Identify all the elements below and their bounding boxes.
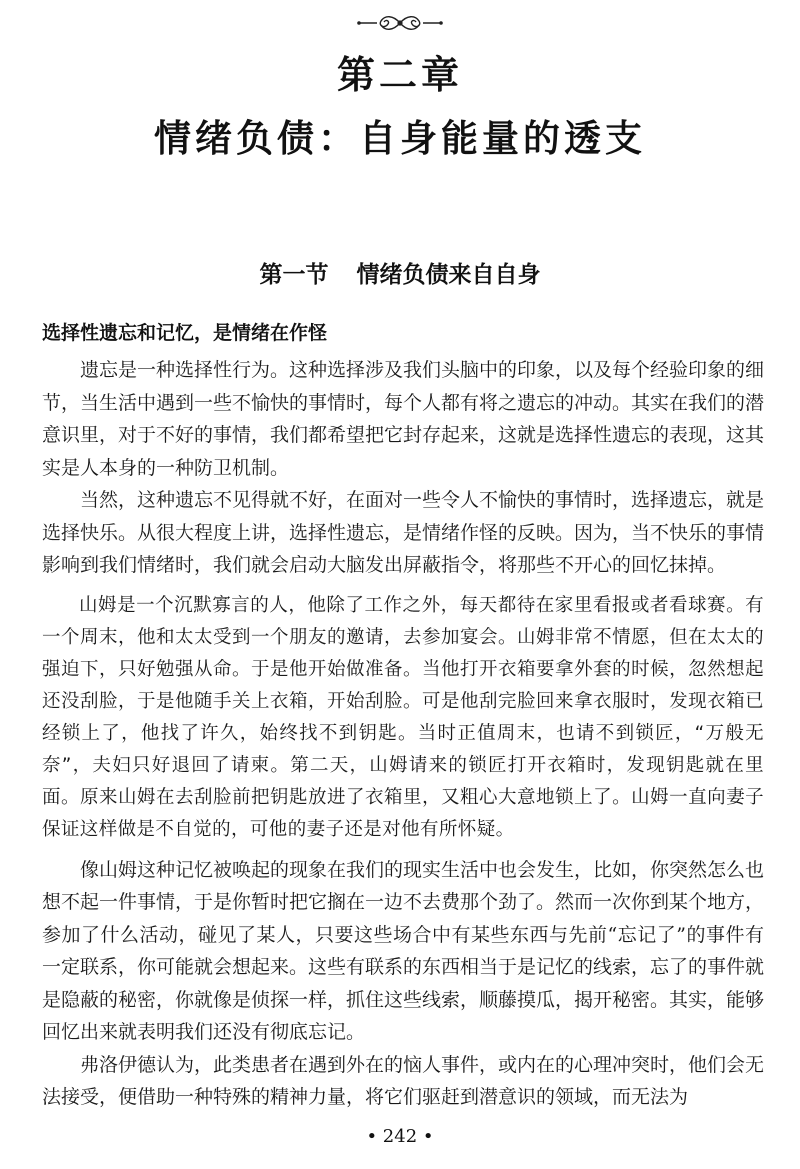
paragraph: 遗忘是一种选择性行为。这种选择涉及我们头脑中的印象，以及每个经验印象的细节，当生活中遇到一些不愉快的事情时，每个人都有将之遗忘的冲动。其实在我们的潜意识里，对于不好的事情，我们都希望把它封存起来，这就是选择性遗忘的表现，这其实是人本身的一种防卫机制。 bbox=[42, 359, 765, 479]
chapter-title: 情绪负债：自身能量的透支 bbox=[154, 117, 646, 160]
paragraph: 弗洛伊德认为，此类患者在遇到外在的恼人事件，或内在的心理冲突时，他们会无法接受，便借助一种特殊的精神力量，将它们驱赶到潜意识的领域，而无法为 bbox=[42, 1053, 765, 1108]
chapter-number: 第二章 bbox=[336, 53, 463, 97]
body-text bbox=[42, 354, 764, 1114]
ornament-icon bbox=[355, 12, 445, 34]
section-heading bbox=[0, 256, 800, 289]
section-title: 情绪负债来自自身 bbox=[356, 262, 541, 288]
subheading: 选择性遗忘和记忆，是情绪在作怪 bbox=[42, 322, 328, 344]
paragraph: 像山姆这种记忆被唤起的现象在我们的现实生活中也会发生，比如，你突然怎么也想不起一件事情，于是你暂时把它搁在一边不去费那个劲了。然而一次你到某个地方，参加了什么活动，碰见了某人，只要这些场合中有某些东西与先前“忘记了”的事件有一定联系，你可能就会想起来。这些有联系的东西相当于是记忆的线索，忘了的事件就是隐蔽的秘密，你就像是侦探一样，抓住这些线索，顺藤摸瓜，揭开秘密。其实，能够回忆出来就表明我们还没有彻底忘记。 bbox=[42, 858, 765, 1043]
story-paragraph: 山姆是一个沉默寡言的人，他除了工作之外，每天都待在家里看报或者看球赛。有一个周末，他和太太受到一个朋友的邀请，去参加宴会。山姆非常不情愿，但在太太的强迫下，只好勉强从命。于是他开始做准备。当他打开衣箱要拿外套的时候，忽然想起还没刮脸，于是他随手关上衣箱，开始刮脸。可是他刮完脸回来拿衣服时，发现衣箱已经锁上了，他找了许久，始终找不到钥匙。当时正值周末，也请不到锁匠，“万般无奈”，夫妇只好退回了请柬。第二天，山姆请来的锁匠打开衣箱时，发现钥匙就在里面。原来山姆在去刮脸前把钥匙放进了衣箱里，又粗心大意地锁上了。山姆一直向妻子保证这样做是不自觉的，可他的妻子还是对他有所怀疑。 bbox=[42, 594, 764, 840]
paragraph: 当然，这种遗忘不见得就不好，在面对一些令人不愉快的事情时，选择遗忘，就是选择快乐。从很大程度上讲，选择性遗忘，是情绪作怪的反映。因为，当不快乐的事情影响到我们情绪时，我们就会启动大脑发出屏蔽指令，将那些不开心的回忆抹掉。 bbox=[42, 489, 765, 576]
page-number: • 242 • bbox=[366, 1126, 434, 1147]
section-label: 第一节 bbox=[259, 262, 329, 288]
